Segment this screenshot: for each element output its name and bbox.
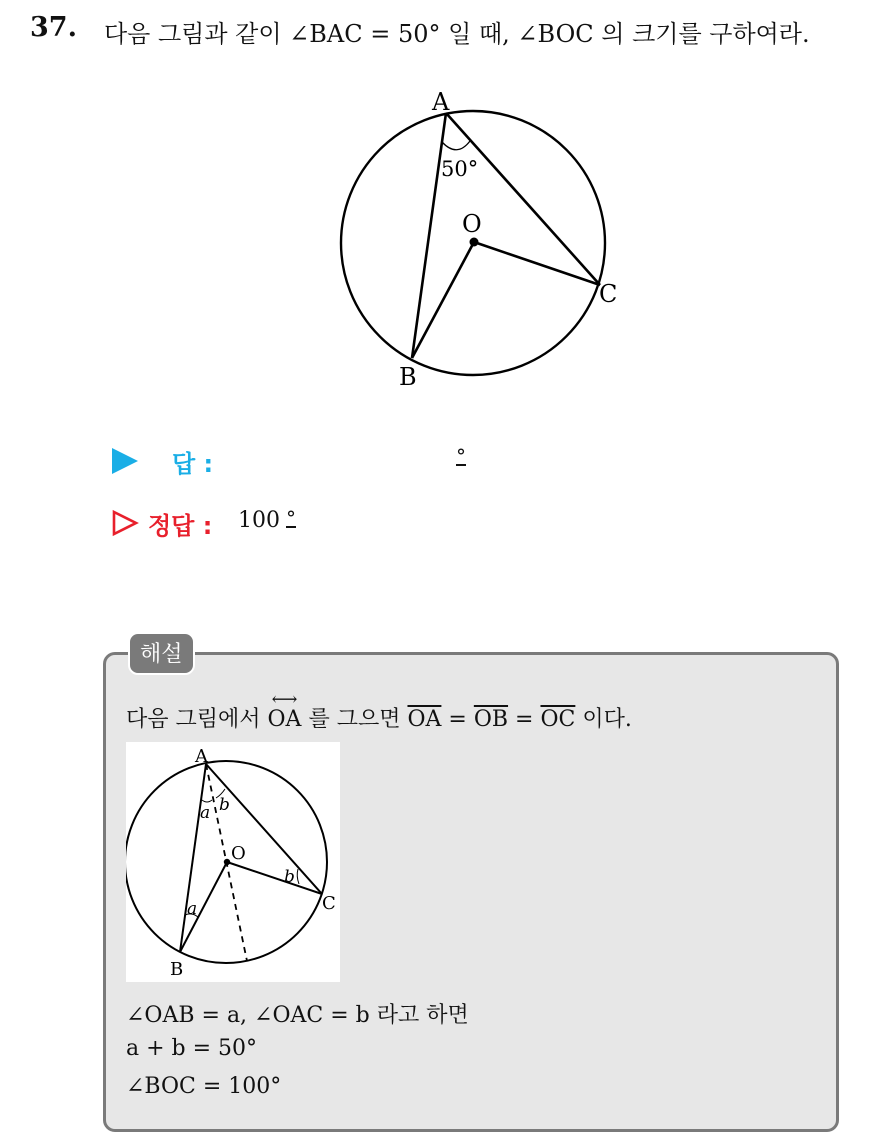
line1-post: 이다. [582,707,632,732]
label-b-right: b [284,867,295,887]
solution-line-1 [126,689,632,733]
answer-unit: ° [456,444,466,468]
label-c: C [599,280,618,308]
segment-oa: $\overline{OA}$ [407,707,442,732]
chord-ab-2 [180,764,206,952]
solution-line-4: ∠BOC = 100° [126,1074,282,1099]
label-b: B [399,363,417,391]
correct-value: 100 [238,508,280,533]
angle-arc [442,141,470,150]
label-a-lower: a [187,899,198,919]
center-point [470,238,479,247]
oa-line-notation [267,689,302,732]
eq-1: = [448,707,467,732]
solution-tag: 해설 [128,632,195,675]
solution-figure [126,742,340,982]
label-a-upper: a [200,803,211,823]
chord-ab [412,113,446,358]
angle-mark-b-right [297,869,299,884]
label-a-2: A [195,746,208,767]
correct-triangle-icon [111,509,139,537]
label-a: A [432,88,450,116]
segment-oc: $\overline{OC}$ [540,707,576,732]
eq-2: = [515,707,534,732]
answer-triangle-icon [112,448,138,474]
oa-line-text: OA [267,707,302,732]
double-arrow-icon: ⟷ [271,689,298,710]
segment-ob: $\overline{OB}$ [473,707,509,732]
angle-mark-a-upper [202,800,212,802]
question-number: 37. [30,12,77,43]
line1-mid: 를 그으면 [308,707,401,732]
label-c-2: C [322,893,336,914]
center-point-2 [224,859,230,865]
label-o: O [462,210,482,238]
line1-pre: 다음 그림에서 [126,707,261,732]
label-b-2: B [170,959,184,980]
question-text: 다음 그림과 같이 ∠BAC = 50° 일 때, ∠BOC 의 크기를 구하여라. [104,20,810,48]
label-b-upper: b [219,795,230,815]
solution-line-3: a + b = 50° [126,1036,258,1061]
label-o-2: O [231,843,246,864]
label-angle: 50° [441,157,479,181]
correct-unit: ° [286,506,296,530]
correct-label: 정답 : [148,512,213,540]
solution-line-2: ∠OAB = a, ∠OAC = b 라고 하면 [126,1003,469,1028]
main-figure [330,80,630,400]
answer-label: 답 : [172,450,214,478]
